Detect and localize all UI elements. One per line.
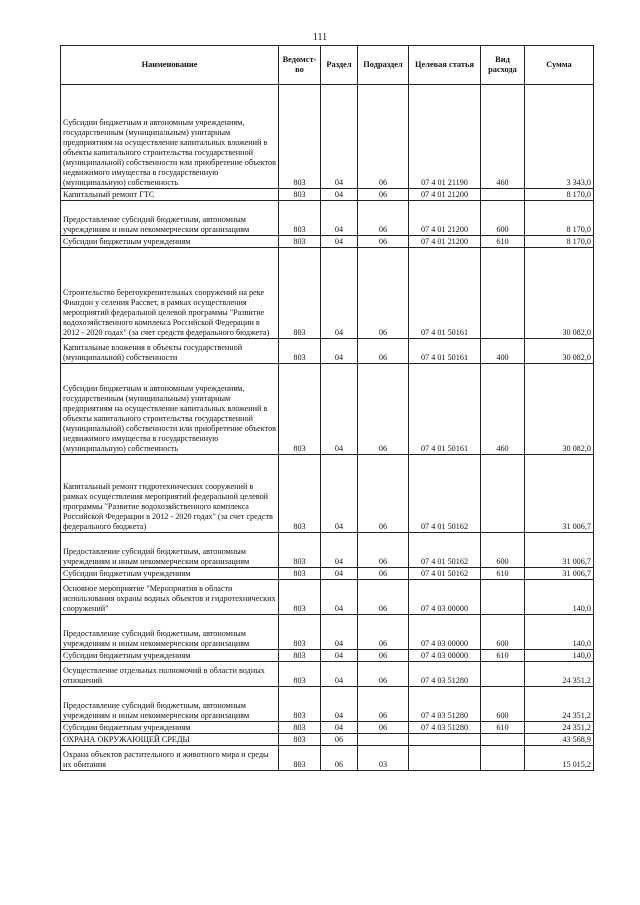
table-row [61, 339, 594, 364]
row-expense-type [481, 746, 525, 771]
row-target-article [409, 734, 481, 746]
row-expense-type: 610 [481, 568, 525, 580]
header-name: Наименование [61, 46, 279, 85]
row-expense-type: 600 [481, 201, 525, 236]
row-sum: 24 351,2 [525, 687, 594, 722]
row-target-article: 07 4 03 00000 [409, 615, 481, 650]
row-target-article: 07 4 03 00000 [409, 650, 481, 662]
row-podrazdel: 06 [358, 339, 409, 364]
header-razdel: Раздел [321, 46, 358, 85]
row-name: Осуществление отдельных полномочий в области водных отношений [61, 662, 279, 687]
row-name: Субсидии бюджетным и автономным учреждениям, государственным (муниципальным) унитарным предприятиям на осуществление капитальных вложений в объекты капитального строительства государственной (муниципальной) собственности или приобретение объектов недвижимого имущества в государственную (муниципальную) собственность [61, 364, 279, 455]
row-podrazdel: 06 [358, 201, 409, 236]
row-name: Субсидии бюджетным учреждениям [61, 650, 279, 662]
row-expense-type [481, 248, 525, 339]
table-row [61, 687, 594, 722]
row-razdel: 04 [321, 455, 358, 533]
table-row [61, 580, 594, 615]
row-expense-type [481, 580, 525, 615]
row-name: Предоставление субсидий бюджетным, автономным учреждениям и иным некоммерческим организациям [61, 615, 279, 650]
row-vedomstvo: 803 [279, 339, 321, 364]
row-target-article: 07 4 01 21200 [409, 236, 481, 248]
row-name: Субсидии бюджетным учреждениям [61, 236, 279, 248]
row-vedomstvo: 803 [279, 201, 321, 236]
row-vedomstvo: 803 [279, 568, 321, 580]
row-target-article: 07 4 01 50162 [409, 568, 481, 580]
row-vedomstvo: 803 [279, 662, 321, 687]
row-razdel: 04 [321, 722, 358, 734]
row-razdel: 04 [321, 687, 358, 722]
header-target-article: Целевая статья [409, 46, 481, 85]
row-sum: 15 015,2 [525, 746, 594, 771]
row-expense-type: 600 [481, 687, 525, 722]
row-sum: 140,0 [525, 580, 594, 615]
row-target-article: 07 4 01 50162 [409, 455, 481, 533]
row-sum: 24 351,2 [525, 722, 594, 734]
budget-table [60, 45, 594, 771]
row-name: Капитальные вложения в объекты государственной (муниципальной) собственности [61, 339, 279, 364]
row-razdel: 04 [321, 662, 358, 687]
row-expense-type [481, 455, 525, 533]
row-sum: 140,0 [525, 615, 594, 650]
row-podrazdel: 06 [358, 580, 409, 615]
row-target-article: 07 4 01 50161 [409, 248, 481, 339]
row-target-article: 07 4 01 21190 [409, 85, 481, 189]
table-row [61, 189, 594, 201]
row-razdel: 04 [321, 568, 358, 580]
row-target-article: 07 4 01 50161 [409, 339, 481, 364]
row-podrazdel: 06 [358, 189, 409, 201]
row-name: ОХРАНА ОКРУЖАЮЩЕЙ СРЕДЫ [61, 734, 279, 746]
row-expense-type: 610 [481, 722, 525, 734]
row-name: Субсидии бюджетным учреждениям [61, 722, 279, 734]
row-sum: 24 351,2 [525, 662, 594, 687]
row-expense-type: 400 [481, 339, 525, 364]
header-expense-type: Вид расхода [481, 46, 525, 85]
row-expense-type: 600 [481, 533, 525, 568]
row-podrazdel: 06 [358, 455, 409, 533]
row-podrazdel: 06 [358, 615, 409, 650]
row-target-article: 07 4 03 00000 [409, 580, 481, 615]
row-target-article: 07 4 01 50162 [409, 533, 481, 568]
row-razdel: 06 [321, 746, 358, 771]
table-row [61, 662, 594, 687]
row-podrazdel: 06 [358, 722, 409, 734]
row-expense-type: 460 [481, 85, 525, 189]
row-target-article: 07 4 01 50161 [409, 364, 481, 455]
row-razdel: 04 [321, 189, 358, 201]
row-name: Субсидии бюджетным учреждениям [61, 568, 279, 580]
table-row [61, 236, 594, 248]
row-razdel: 04 [321, 364, 358, 455]
header-vedomstvo: Ведомст-во [279, 46, 321, 85]
row-vedomstvo: 803 [279, 746, 321, 771]
row-sum: 31 006,7 [525, 533, 594, 568]
header-podrazdel: Подраздел [358, 46, 409, 85]
table-row [61, 615, 594, 650]
row-name: Строительство берегоукрепительных сооружений на реке Фиагдон у селения Рассвет, в рамках осуществления мероприятий федеральной целевой программы "Развитие водохозяйственного комплекса Российской Федерации в 2012 - 2020 годах" (за счет средств федерального бюджета) [61, 248, 279, 339]
row-podrazdel: 06 [358, 364, 409, 455]
row-razdel: 04 [321, 615, 358, 650]
row-sum: 43 568,9 [525, 734, 594, 746]
row-expense-type [481, 662, 525, 687]
row-razdel: 04 [321, 533, 358, 568]
row-razdel: 04 [321, 339, 358, 364]
row-sum: 8 170,0 [525, 236, 594, 248]
row-razdel: 04 [321, 85, 358, 189]
table-row [61, 734, 594, 746]
row-sum: 31 006,7 [525, 455, 594, 533]
row-vedomstvo: 803 [279, 722, 321, 734]
row-expense-type: 610 [481, 650, 525, 662]
row-vedomstvo: 803 [279, 615, 321, 650]
table-row [61, 364, 594, 455]
row-vedomstvo: 803 [279, 650, 321, 662]
table-row [61, 722, 594, 734]
row-sum: 140,0 [525, 650, 594, 662]
row-sum: 8 170,0 [525, 189, 594, 201]
row-sum: 3 343,0 [525, 85, 594, 189]
row-name: Субсидии бюджетным и автономным учреждениям, государственным (муниципальным) унитарным предприятиям на осуществление капитальных вложений в объекты капитального строительства государственной (муниципальной) собственности или приобретение объектов недвижимого имущества в государственную (муниципальную) собственность [61, 85, 279, 189]
row-vedomstvo: 803 [279, 248, 321, 339]
row-vedomstvo: 803 [279, 364, 321, 455]
table-row [61, 455, 594, 533]
table-row [61, 248, 594, 339]
row-vedomstvo: 803 [279, 236, 321, 248]
row-podrazdel: 06 [358, 85, 409, 189]
row-razdel: 04 [321, 650, 358, 662]
row-vedomstvo: 803 [279, 687, 321, 722]
row-podrazdel: 06 [358, 662, 409, 687]
table-row [61, 650, 594, 662]
row-podrazdel [358, 734, 409, 746]
row-sum: 30 082,0 [525, 339, 594, 364]
row-vedomstvo: 803 [279, 580, 321, 615]
row-sum: 8 170,0 [525, 201, 594, 236]
row-vedomstvo: 803 [279, 189, 321, 201]
table-row [61, 568, 594, 580]
row-target-article: 07 4 03 51280 [409, 722, 481, 734]
row-expense-type: 600 [481, 615, 525, 650]
page-number: 111 [312, 32, 328, 43]
row-expense-type: 460 [481, 364, 525, 455]
row-name: Охрана объектов растительного и животного мира и среды их обитания [61, 746, 279, 771]
row-sum: 30 082,0 [525, 364, 594, 455]
row-razdel: 04 [321, 201, 358, 236]
table-row [61, 85, 594, 189]
table-row [61, 201, 594, 236]
row-podrazdel: 06 [358, 650, 409, 662]
row-target-article: 07 4 03 51280 [409, 662, 481, 687]
row-expense-type [481, 189, 525, 201]
row-name: Предоставление субсидий бюджетным, автономным учреждениям и иным некоммерческим организациям [61, 201, 279, 236]
row-razdel: 04 [321, 580, 358, 615]
row-vedomstvo: 803 [279, 734, 321, 746]
row-razdel: 04 [321, 236, 358, 248]
row-name: Предоставление субсидий бюджетным, автономным учреждениям и иным некоммерческим организациям [61, 687, 279, 722]
row-podrazdel: 03 [358, 746, 409, 771]
row-sum: 30 082,0 [525, 248, 594, 339]
row-razdel: 06 [321, 734, 358, 746]
row-vedomstvo: 803 [279, 455, 321, 533]
header-sum: Сумма [525, 46, 594, 85]
row-target-article: 07 4 01 21200 [409, 189, 481, 201]
row-podrazdel: 06 [358, 533, 409, 568]
row-podrazdel: 06 [358, 248, 409, 339]
row-target-article: 07 4 03 51280 [409, 687, 481, 722]
row-vedomstvo: 803 [279, 85, 321, 189]
row-sum: 31 006,7 [525, 568, 594, 580]
row-vedomstvo: 803 [279, 533, 321, 568]
row-name: Предоставление субсидий бюджетным, автономным учреждениям и иным некоммерческим организациям [61, 533, 279, 568]
table-header-row [61, 46, 594, 85]
row-podrazdel: 06 [358, 236, 409, 248]
table-row [61, 533, 594, 568]
row-expense-type [481, 734, 525, 746]
table-row [61, 746, 594, 771]
row-target-article: 07 4 01 21200 [409, 201, 481, 236]
row-name: Основное мероприятие "Мероприятия в области использования охраны водных объектов и гидротехнических сооружений" [61, 580, 279, 615]
row-podrazdel: 06 [358, 568, 409, 580]
row-razdel: 04 [321, 248, 358, 339]
row-target-article [409, 746, 481, 771]
row-name: Капитальный ремонт гидротехнических сооружений в рамках осуществления мероприятий федеральной целевой программы "Развитие водохозяйственного комплекса Российской Федерации в 2012 - 2020 годах" (за счет средств федерального бюджета) [61, 455, 279, 533]
row-podrazdel: 06 [358, 687, 409, 722]
row-name: Капитальный ремонт ГТС [61, 189, 279, 201]
row-expense-type: 610 [481, 236, 525, 248]
